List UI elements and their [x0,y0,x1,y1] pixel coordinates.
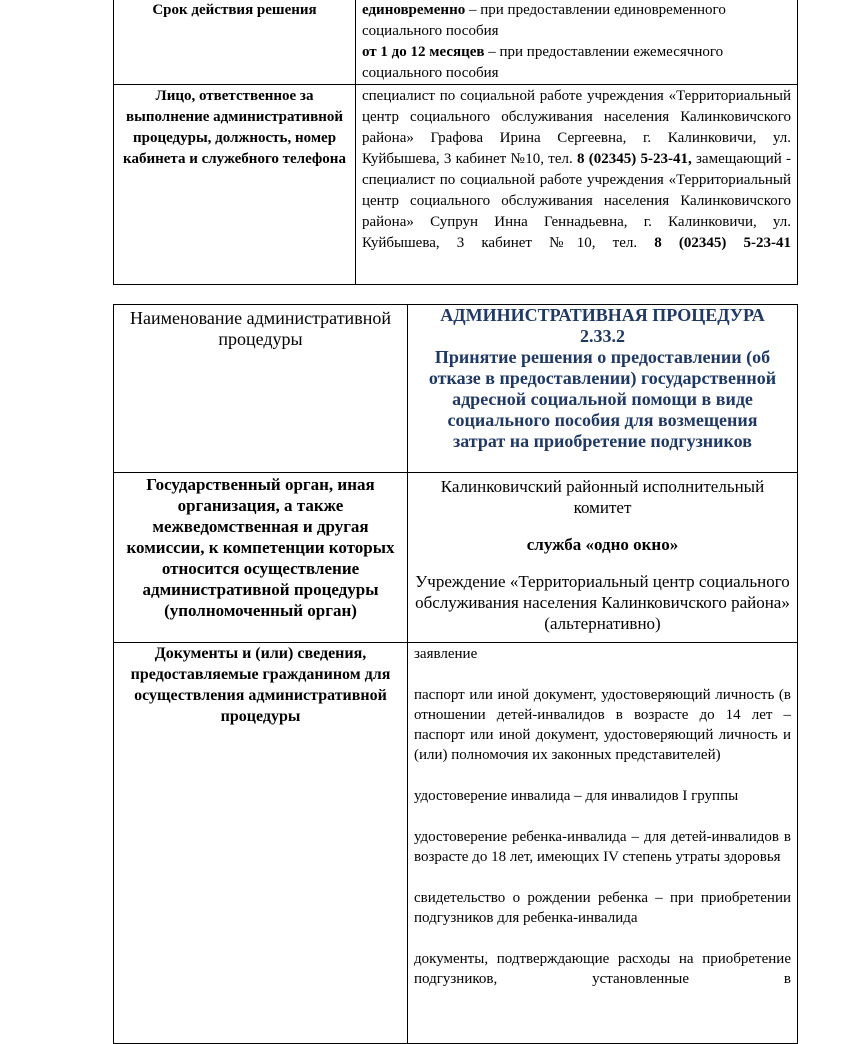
table-row [114,473,798,643]
documents-label: Документы и (или) сведения, предоставляемые гражданином для осуществления административной процедуры [114,643,408,1044]
term-value [356,0,798,85]
authority-territorial-center: Учреждение «Территориальный центр социального обслуживания населения Калинковичского района» (альтернативно) [415,572,790,633]
table-row [114,643,798,1044]
table-row [114,0,798,85]
responsible-value: специалист по социальной работе учреждения «Территориальный центр социального обслуживания населения Калинковичского района» Графова Ирина Сергеевна, г. Калинковичи, ул. Куйбышева, 3 кабинет №10, тел. 8 (02345) 5-23-41, замещающий - специалист по социальной работе учреждения «Территориальный центр социального обслуживания населения Калинковичского района» Супрун Инна Геннадьевна, г. Калинковичи, ул. Куйбышева, 3 кабинет №10, тел. 8 (02345) 5-23-41 [356,85,798,285]
procedure-details-table [113,304,798,1044]
document-item: свидетельство о рождении ребенка – при приобретении подгузников для ребенка-инвалида [414,890,791,926]
document-item: удостоверение инвалида – для инвалидов I группы [414,788,739,804]
procedure-title: АДМИНИСТРАТИВНАЯ ПРОЦЕДУРА 2.33.2 [440,305,765,346]
document-item: документы, подтверждающие расходы на приобретение подгузников, установленные в [414,951,791,987]
procedure-description: Принятие решения о предоставлении (об отказе в предоставлении) государственной адресной социальной помощи в виде социального пособия для возмещения затрат на приобретение подгузников [428,347,777,451]
document-item: заявление [414,646,478,662]
authority-one-window: служба «одно окно» [526,535,679,554]
table-row [114,305,798,473]
term-line-2: от 1 до 12 месяцев – при предоставлении ежемесячного социального пособия [362,44,724,81]
authority-executive-committee: Калинковичский районный исполнительный комитет [440,477,765,517]
document-item: удостоверение ребенка-инвалида – для детей-инвалидов в возрасте до 18 лет, имеющих IV степень утраты здоровья [414,829,791,865]
documents-list [408,643,798,1044]
table-row [114,85,798,285]
procedure-name-value [408,305,798,473]
responsible-label: Лицо, ответственное за выполнение административной процедуры, должность, номер кабинета и служебного телефона [114,85,356,285]
authority-value [408,473,798,643]
document-item: паспорт или иной документ, удостоверяющий личность (в отношении детей-инвалидов в возрасте до 14 лет – паспорт или иной документ, удостоверяющий личность и (или) полномочия их законных представителей) [414,687,791,763]
term-label: Срок действия решения [114,0,356,85]
procedure-details-table-top [113,0,798,285]
authority-label: Государственный орган, иная организация, а также межведомственная и другая комиссии, к компетенции которых относится осуществление административной процедуры (уполномоченный орган) [114,473,408,643]
term-line-1: единовременно – при предоставлении единовременного социального пособия [362,2,726,39]
procedure-name-label: Наименование административной процедуры [114,305,408,473]
